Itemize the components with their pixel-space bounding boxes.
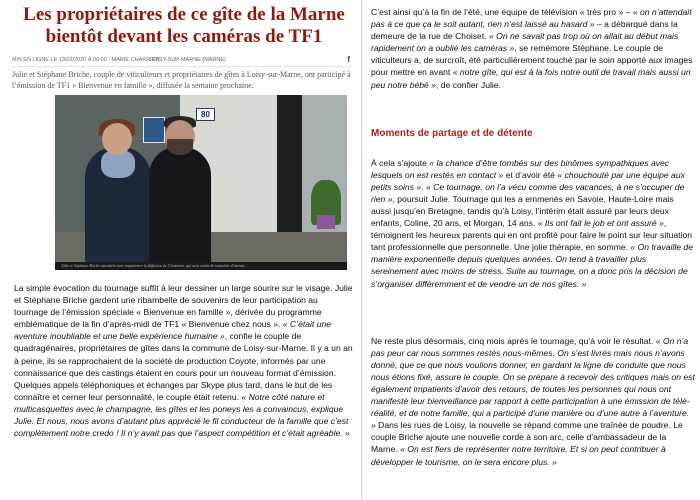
right-paragraph-1: C’est ainsi qu’à la fin de l’été, une équipe de télévision « très pro » – « on n’attendait pas à ce que ça le soit autant, rien n’est laissé au hasard » – a débarqué dans la demeure de la rue de Choiset. « On ne savait pas trop où on allait au début mais rapidement on a oublié les caméras », se remémore Stéphane. Le couple de viticulteurs a, de surcroît, été particulièrement touché par le soin apporté aux images pour mettre en avant « notre gîte, qui est à la fois notre outil de travail mais aussi un peu notre bébé », de confier Julie. <box>371 7 693 90</box>
photo-caption: Julie et Stéphane Briche attendent avec impatience la diffusion de l’émission, qui sera suivie de semaines d’attente. <box>55 262 347 270</box>
quote: « Ils ont fait le job et ont assuré » <box>537 218 664 229</box>
right-paragraph-3: Ne reste plus désormais, cinq mois après le tournage, qu’à voir le résultat. « On n’a pas peur car nous sommes restés nous-mêmes. On s’est livrés mais nous n’avons donné, que ce que nous voulions donner, en gardant la ligne de conduite que nous nous étions fixé, assure le couple. On se prépare à recevoir des critiques mais on est également impatients d’avoir des retours, de toutes les personnes qui nous ont manifesté leur bienveillance par rapport à cette participation à une émission de télé-réalité, et de notre famille, qui a participé d’une manière ou d’une autre à l’aventure. » Dans les rues de Loisy, la nouvelle se répand comme une traînée de poudre. Le couple Briche ajoute une nouvelle corde à son arc, celle d’ambassadeur de la Marne. « On est fiers de représenter notre territoire. Et si on peut contribuer à développer le tourisme, on le sera encore plus. » <box>371 335 695 467</box>
paragraph: Quelques appels téléphoniques et échanges par Skype plus tard, dans le but de les connaître et cerner leur personnalité, le couple était retenu. « Notre côté nature et multicasquettes avec le champagne, les gîtes et les poneys les a convaincus, explique Julie. Et nous, nous avons d’autant plus apprécié le fil conducteur de la famille que c’est complètement notre credo ! Il n’y avait pas que l’aspect compétition et c’était agréable. » <box>14 379 350 439</box>
quote: « on n’attendait pas à ce que ça le soit autant, rien n’est laissé au hasard » <box>371 7 692 30</box>
location-tag[interactable]: LOISY-SUR-MARNE (MARNE) <box>150 57 226 63</box>
quote: « On ne savait pas trop où on allait au début mais rapidement on a oublié les caméras » <box>371 31 679 54</box>
article-photo <box>55 95 347 270</box>
quote: « C’était une aventure inoubliable et une belle expérience humaine » <box>14 319 332 342</box>
right-column <box>361 0 700 500</box>
section-subhead: Moments de partage et de détente <box>371 128 533 139</box>
quote: « On est fiers de représenter notre territoire. Et si on peut contribuer à développer le tourisme, on le sera encore plus. » <box>371 444 666 467</box>
quote: « notre gîte, qui est à la fois notre outil de travail mais aussi un peu notre bébé » <box>371 67 691 90</box>
left-body-text <box>14 282 354 439</box>
wall-sign <box>143 117 165 143</box>
quote: « On n’a pas peur car nous sommes restés nous-mêmes. On s’est livrés mais nous n’avons donné, que ce que nous voulions donner, en gardant la ligne de conduite que nous nous étions fixé, assure le couple. On se prépare à recevoir des critiques mais on est également impatients d’avoir des retours, de toutes les personnes qui nous ont manifesté leur bienveillance par rapport à cette participation à une émission de télé-réalité, et de notre famille, qui a participé d’une manière ou d’une autre à l’aventure. » <box>371 335 695 431</box>
right-paragraph-2: À cela s’ajoute « la chance d’être tombés sur des binômes sympathiques avec lesquels on est restés en contact » et d’avoir été « chouchouté par une équipe aux petits soins ». « Ce tournage, on l’a vécu comme des vacances, à ne s’occuper de rien », poursuit Julie. Tournage qui les a emmenés en Savoie, Haute-Loire mais aussi jusqu’en Bretagne, tandis qu’à Loisy, l’intérim était assuré par leurs deux enfants, Coline, 20 ans, et Morgan, 14 ans. « Ils ont fait le job et ont assuré », témoignent les heureux parents qui en ont profité pour faire le point sur leur situation tant professionnelle que personnelle. Une jolie thérapie, en somme. « On travaille de manière exponentielle depuis quelques années. On tend à travailler plus sereinement avec moins de stress. Suite au tournage, on a donc pris la décision de s’organiser différemment et de vendre un de nos gîtes. » <box>371 157 693 289</box>
quote: « chouchouté par une équipe aux petits soins » <box>371 169 685 192</box>
author-name: MARIE CHARRIER <box>111 57 160 63</box>
article-title: Les propriétaires de ce gîte de la Marne bientôt devant les caméras de TF1 <box>23 4 345 47</box>
woman-figure <box>102 123 132 155</box>
meta-divider <box>12 66 352 67</box>
article-meta: MIS EN LIGNE LE 13/02/2020 À 06:00 · MARIE CHARRIER LOISY-SUR-MARNE (MARNE) f <box>12 55 350 64</box>
facebook-share-icon[interactable]: f <box>347 55 350 64</box>
publish-date: MIS EN LIGNE LE 13/02/2020 À 06:00 <box>12 57 107 63</box>
article-lead: Julie et Stéphane Briche, couple de viticulteurs et propriétaires de gîtes à Loisy-sur-Marne, ont participé à l’émission de TF1 « Bienvenue en famille », diffusée la semaine prochaine. <box>12 70 351 90</box>
house-number-plate: 80 <box>196 108 215 121</box>
quote: « Ce tournage, on l’a vécu comme des vacances, à ne s’occuper de rien » <box>371 181 685 204</box>
quote: « Notre côté nature et multicasquettes avec le champagne, les gîtes et les poneys les a convaincus, explique Julie. Et nous, nous avons d’autant plus apprécié le fil conducteur de la famille que c’est complètement notre credo ! Il n’y avait pas que l’aspect compétition et c’était agréable. » <box>14 391 350 439</box>
paragraph: La simple évocation du tournage suffit à leur dessiner un large sourire sur le visage. Julie et Stéphane Briche gardent une ribambelle de souvenirs de leur participation au tournage de l’émission spéciale « Bienvenue en famille », dérivée du programme emblématique de la fin d’après-midi de TF1 « Bienvenue chez nous ». « C’était une aventure inoubliable et une belle expérience humaine », confie le couple de quadragénaires, propriétaires de gîtes dans la commune de Loisy-sur-Marne. Il y a un an à peine, ils se rapprochaient de la société de production Coyote, informés par une connaissance que des castings étaient en cours pour un nouveau format d’émission. <box>14 283 353 378</box>
quote: « la chance d’être tombés sur des binômes sympathiques avec lesquels on est restés en contact » <box>371 157 670 180</box>
quote: « On travaille de manière exponentielle depuis quelques années. On tend à travailler plus sereinement avec moins de stress. Suite au tournage, on a donc pris la décision de s’organiser différemment et de vendre un de nos gîtes. » <box>371 242 693 289</box>
